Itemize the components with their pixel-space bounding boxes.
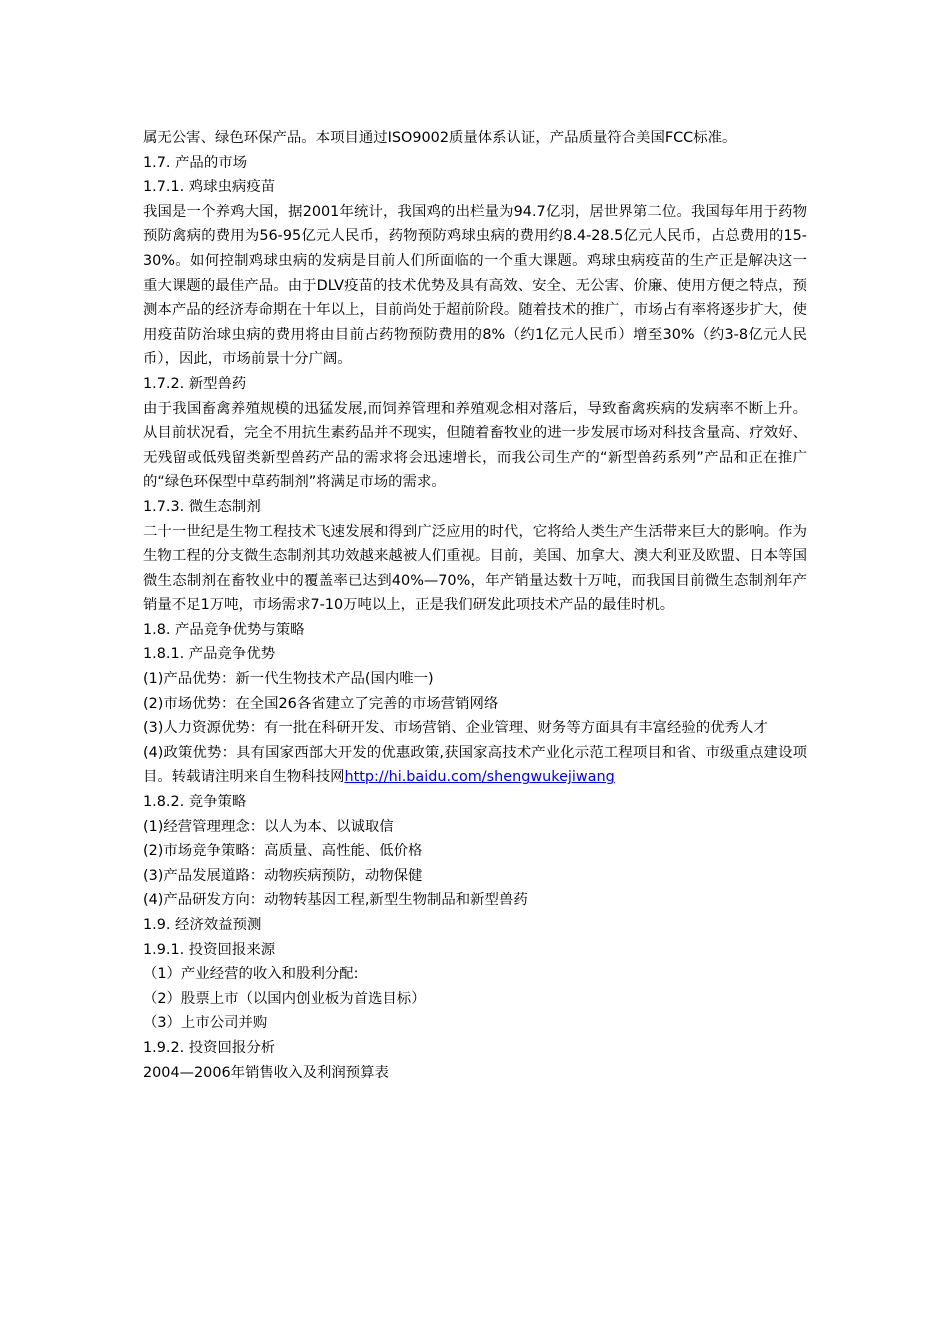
heading-1-9: 1.9. 经济效益预测 [143,917,262,933]
strategy-item-3: (3)产品发展道路：动物疾病预防，动物保健 [143,867,423,884]
advantage-item-4 [143,741,807,790]
heading-1-7-1: 1.7.1. 鸡球虫病疫苗 [143,179,276,196]
heading-1-7-3: 1.7.3. 微生态制剂 [143,498,261,515]
heading-1-9-2: 1.9.2. 投资回报分析 [143,1039,276,1056]
table-title: 2004—2006年销售收入及利润预算表 [143,1064,389,1081]
return-source-item-1: （1）产业经营的收入和股利分配: [143,966,359,983]
heading-1-7: 1.7. 产品的市场 [143,154,247,171]
intro-paragraph: 属无公害、绿色环保产品。本项目通过ISO9002质量体系认证，产品质量符合美国FCC标准。 [143,130,737,146]
return-source-item-2: （2）股票上市（以国内创业板为首选目标） [143,990,426,1007]
heading-1-8: 1.8. 产品竞争优势与策略 [143,621,305,638]
advantage-item-4-text: (4)政策优势：具有国家西部大开发的优惠政策,获国家高技术产业化示范工程项目和省、市级重点建设项目。转载请注明来自生物科技网 [143,744,807,786]
heading-1-9-1: 1.9.1. 投资回报来源 [143,941,276,958]
advantage-item-2: (2)市场优势：在全国26各省建立了完善的市场营销网络 [143,695,499,712]
heading-1-8-2: 1.8.2. 竞争策略 [143,794,247,811]
strategy-item-4: (4)产品研发方向：动物转基因工程,新型生物制品和新型兽药 [143,892,528,909]
paragraph-1-7-3: 二十一世纪是生物工程技术飞速发展和得到广泛应用的时代，它将给人类生产生活带来巨大的影响。作为生物工程的分支微生态制剂其功效越来越被人们重视。目前，美国、加拿大、澳大利亚及欧盟、日本等国微生态制剂在畜牧业中的覆盖率已达到40%—70%，年产销量达数十万吨，而我国目前微生态制剂年产销量不足1万吨，市场需求7-10万吨以上，正是我们研发此项技术产品的最佳时机。 [143,523,807,614]
advantage-item-1: (1)产品优势：新一代生物技术产品(国内唯一) [143,671,434,688]
paragraph-1-7-1: 我国是一个养鸡大国，据2001年统计，我国鸡的出栏量为94.7亿羽，居世界第二位。我国每年用于药物预防禽病的费用为56-95亿元人民币，药物预防鸡球虫病的费用约8.4-28.5亿元人民币，占总费用的15-30%。如何控制鸡球虫病的发病是目前人们所面临的一个重大课题。鸡球虫病疫苗的生产正是解决这一重大课题的最佳产品。由于DLV疫苗的技术优势及具有高效、安全、无公害、价廉、使用方便之特点，预测本产品的经济寿命期在十年以上，目前尚处于超前阶段。随着技术的推广，市场占有率将逐步扩大，使用疫苗防治球虫病的费用将由目前占药物预防费用的8%（约1亿元人民币）增至30%（约3-8亿元人民币），因此，市场前景十分广阔。 [143,203,807,368]
heading-1-8-1: 1.8.1. 产品竞争优势 [143,646,276,663]
strategy-item-2: (2)市场竞争策略：高质量、高性能、低价格 [143,843,423,860]
strategy-item-1: (1)经营管理理念：以人为本、以诚取信 [143,818,394,835]
return-source-item-3: （3）上市公司并购 [143,1015,268,1032]
source-link[interactable]: http://hi.baidu.com/shengwukejiwang [344,769,615,786]
paragraph-1-7-2: 由于我国畜禽养殖规模的迅猛发展,而饲养管理和养殖观念相对落后，导致畜禽疾病的发病率不断上升。从目前状况看，完全不用抗生素药品并不现实，但随着畜牧业的进一步发展市场对科技含量高、疗效好、无残留或低残留类新型兽药产品的需求将会迅速增长，而我公司生产的“新型兽药系列”产品和正在推广的“绿色环保型中草药制剂”将满足市场的需求。 [143,400,807,491]
document-body [143,126,807,1085]
advantage-item-3: (3)人力资源优势：有一批在科研开发、市场营销、企业管理、财务等方面具有丰富经验的优秀人才 [143,720,768,737]
heading-1-7-2: 1.7.2. 新型兽药 [143,375,247,392]
